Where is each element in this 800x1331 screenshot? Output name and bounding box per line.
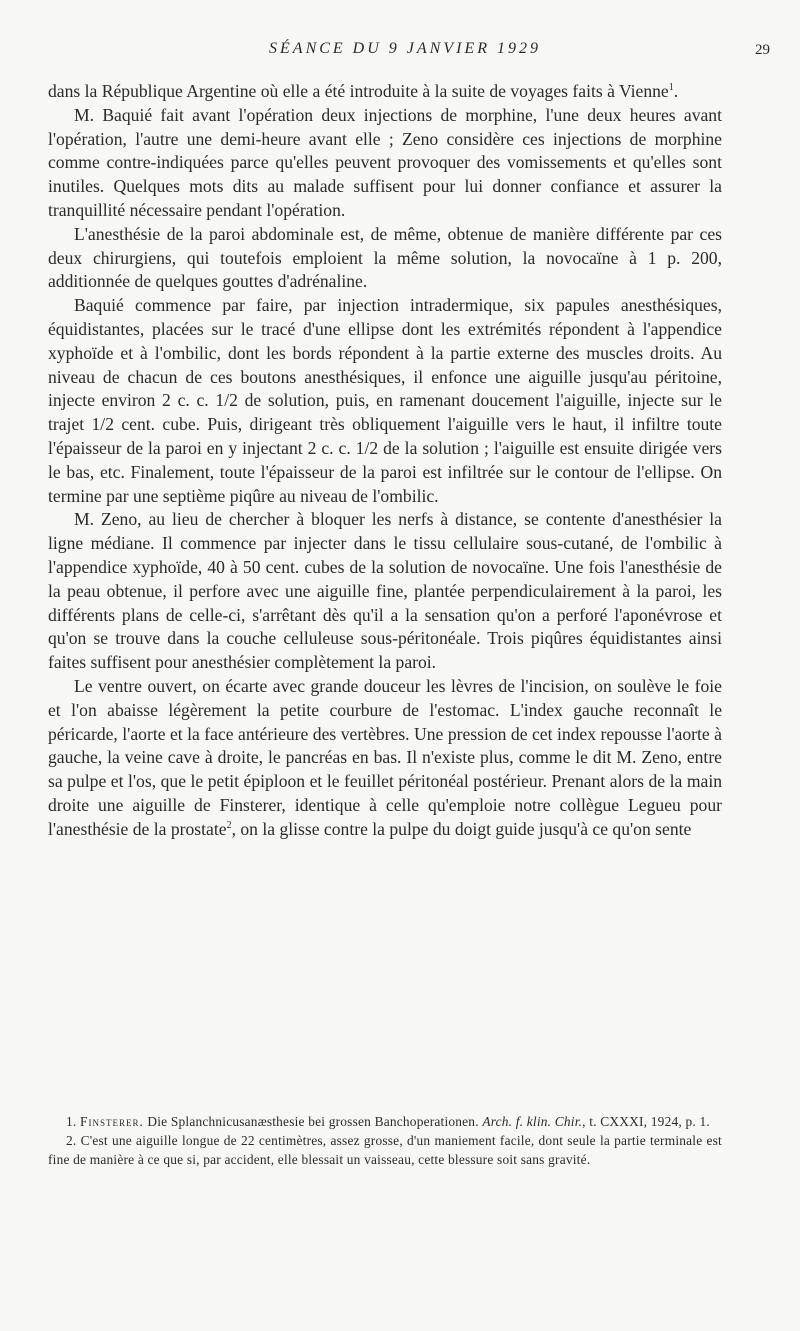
paragraph: Baquié commence par faire, par injection intradermique, six papules anesthésiques, équidistantes, placées sur le tracé d'une ellipse dont les extrémités répondent à l'appendice xyphoïde et à l'ombilic, dont les bords répondent à la partie externe des muscles droits. Au niveau de chacun de ces boutons anesthésiques, il enfonce une aiguille jusqu'au péritoine, injecte environ 2 c. c. 1/2 de solution, puis, en ramenant doucement l'aiguille, injecte sur le trajet 1/2 cent. cube. Puis, dirigeant très obliquement l'aiguille vers le haut, il infiltre toute l'épaisseur de la paroi en y injectant 2 c. c. 1/2 de la solution ; l'aiguille est ensuite dirigée vers le bas, etc. Finalement, toute l'épaisseur de la paroi est infiltrée sur le contour de l'ellipse. On termine par une septième piqûre au niveau de l'ombilic. bbox=[48, 295, 722, 506]
footnote-ref: 1 bbox=[668, 82, 674, 94]
footnote-1: 1. Finsterer. Die Splanchnicusanæsthesie bei grossen Banchoperationen. Arch. f. klin. Chir., t. CXXXI, 1924, p. 1. bbox=[66, 1114, 710, 1129]
body-text bbox=[48, 80, 722, 842]
paragraph: L'anesthésie de la paroi abdominale est, de même, obtenue de manière différente par ces deux chirurgiens, qui toutefois emploient la même solution, la novocaïne à 1 p. 200, additionnée de quelques gouttes d'adrénaline. bbox=[48, 223, 722, 292]
footnote-ref: 2 bbox=[226, 819, 232, 831]
paragraph: M. Baquié fait avant l'opération deux injections de morphine, l'une deux heures avant l'opération, l'autre une demi-heure avant elle ; Zeno considère ces injections de morphine comme contre-indiquées parce qu'elles peuvent provoquer des vomissements et qu'elles sont inutiles. Quelques mots dits au malade suffisent pour lui donner confiance et assurer la tranquillité nécessaire pendant l'opération. bbox=[48, 104, 722, 220]
footnote-2: 2. C'est une aiguille longue de 22 centimètres, assez grosse, d'un maniement facile, dont seule la partie terminale est fine de manière à ce que si, par accident, elle blessait un vaisseau, cette blessure soit sans gravité. bbox=[48, 1133, 722, 1167]
footnotes bbox=[48, 1112, 722, 1169]
paragraph: dans la République Argentine où elle a été introduite à la suite de voyages faits à Vienne$^1$. bbox=[48, 81, 679, 101]
running-title: SÉANCE DU 9 JANVIER 1929 bbox=[269, 40, 541, 57]
paragraph: M. Zeno, au lieu de chercher à bloquer les nerfs à distance, se contente d'anesthésier la ligne médiane. Il commence par injecter dans le tissu cellulaire sous-cutané, de l'ombilic à l'appendice xyphoïde, 40 à 50 cent. cubes de la solution de novocaïne. Une fois l'anesthésie de la peau obtenue, il perfore avec une aiguille fine, plantée perpendiculairement à la paroi, les différents plans de celle-ci, s'arrêtant dès qu'il a la sensation qu'on a perforé l'aponévrose et qu'on se trouve dans la couche celluleuse sous-péritonéale. Trois piqûres équidistantes ainsi faites suffisent pour anesthésier complètement la paroi. bbox=[48, 509, 722, 673]
page-header bbox=[40, 40, 770, 66]
paragraph: Le ventre ouvert, on écarte avec grande douceur les lèvres de l'incision, on soulève le foie et l'on abaisse légèrement la petite courbure de l'estomac. L'index gauche reconnaît le péricarde, l'aorte et la face antérieure des vertèbres. Une pression de cet index repousse l'aorte à gauche, la veine cave à droite, le pancréas en bas. Il n'existe plus, comme le dit M. Zeno, entre sa pulpe et l'os, que le petit épiploon et le feuillet péritonéal postérieur. Prenant alors de la main droite une aiguille de Finsterer, identique à celle qu'emploie notre collègue Legueu pour l'anesthésie de la prostate$^2$, on la glisse contre la pulpe du doigt guide jusqu'à ce qu'on sente bbox=[48, 675, 722, 839]
page-number: 29 bbox=[755, 42, 770, 58]
